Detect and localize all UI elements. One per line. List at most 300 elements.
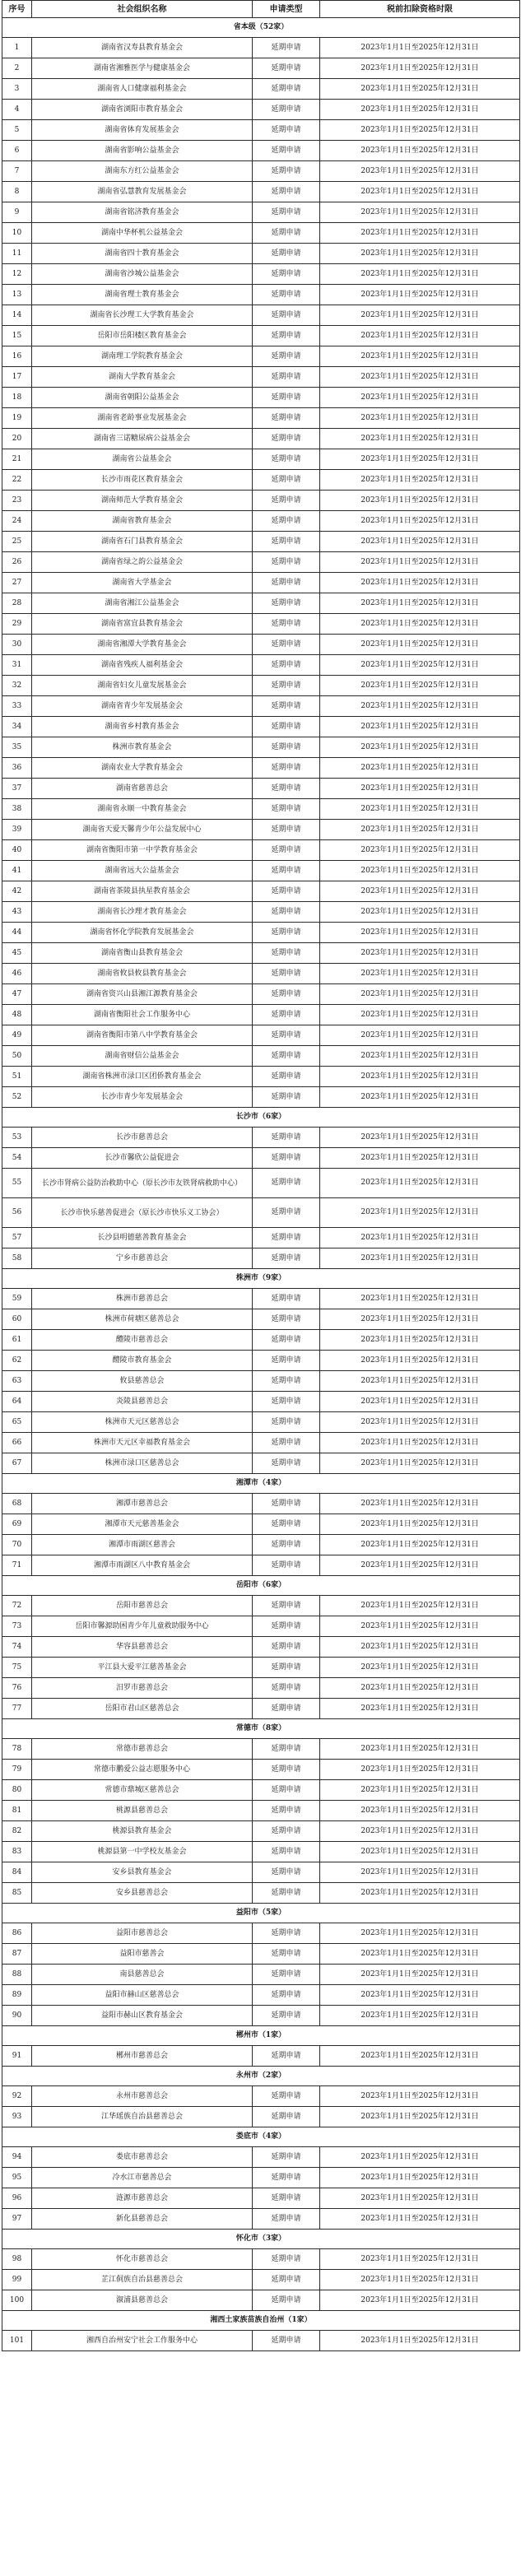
section-row: [2, 1904, 520, 1923]
organization-name: 湖南省财信公益基金会: [32, 1046, 253, 1067]
row-number: 29: [2, 614, 32, 635]
table-row: [2, 388, 520, 408]
row-number: 33: [2, 696, 32, 717]
organization-name: 湖南省青少年发展基金会: [32, 696, 253, 717]
organization-name: 湖南省永顺一中教育基金会: [32, 799, 253, 820]
deduction-period: 2023年1月1日至2025年12月31日: [320, 141, 520, 161]
deduction-period: 2023年1月1日至2025年12月31日: [320, 840, 520, 861]
row-number: 74: [2, 1637, 32, 1658]
organization-name: 湖南省妇女儿童发展基金会: [32, 676, 253, 696]
row-number: 68: [2, 1494, 32, 1514]
organization-name: 常德市慈善总会: [32, 1739, 253, 1760]
deduction-period: 2023年1月1日至2025年12月31日: [320, 1248, 520, 1269]
section-row: [2, 1269, 520, 1289]
application-type: 延期申请: [253, 1596, 320, 1616]
organization-name: 湖南省慈善总会: [32, 779, 253, 799]
organization-name: 涟源市慈善总会: [32, 2188, 253, 2209]
table-row: [2, 1169, 520, 1198]
table-row: [2, 676, 520, 696]
row-number: 78: [2, 1739, 32, 1760]
table-row: [2, 1985, 520, 2006]
table-row: [2, 182, 520, 202]
organization-name: 桃源县教育基金会: [32, 1821, 253, 1842]
organization-name: 芷江侗族自治县慈善总会: [32, 2270, 253, 2290]
application-type: 延期申请: [253, 1699, 320, 1719]
organization-name: 攸县慈善总会: [32, 1371, 253, 1392]
table-row: [2, 244, 520, 264]
application-type: 延期申请: [253, 1883, 320, 1904]
organization-name: 湘潭市慈善总会: [32, 1494, 253, 1514]
application-type: 延期申请: [253, 840, 320, 861]
table-row: [2, 1453, 520, 1474]
application-type: 延期申请: [253, 1289, 320, 1309]
table-row: [2, 1248, 520, 1269]
deduction-period: 2023年1月1日至2025年12月31日: [320, 1883, 520, 1904]
deduction-period: 2023年1月1日至2025年12月31日: [320, 202, 520, 223]
organization-name: 长沙市肾病公益防治救助中心（原长沙市友铁肾病救助中心）: [32, 1169, 253, 1198]
deduction-period: 2023年1月1日至2025年12月31日: [320, 1494, 520, 1514]
row-number: 40: [2, 840, 32, 861]
deduction-period: 2023年1月1日至2025年12月31日: [320, 305, 520, 326]
row-number: 98: [2, 2249, 32, 2270]
deduction-period: 2023年1月1日至2025年12月31日: [320, 326, 520, 346]
section-row: [2, 1719, 520, 1739]
deduction-period: 2023年1月1日至2025年12月31日: [320, 943, 520, 964]
section-title: 岳阳市（6家）: [2, 1576, 520, 1596]
row-number: 59: [2, 1289, 32, 1309]
application-type: 延期申请: [253, 1351, 320, 1371]
row-number: 50: [2, 1046, 32, 1067]
deduction-period: 2023年1月1日至2025年12月31日: [320, 1169, 520, 1198]
deduction-period: 2023年1月1日至2025年12月31日: [320, 1453, 520, 1474]
row-number: 51: [2, 1067, 32, 1087]
application-type: 延期申请: [253, 2331, 320, 2351]
table-row: [2, 141, 520, 161]
row-number: 1: [2, 38, 32, 58]
row-number: 100: [2, 2290, 32, 2311]
application-type: 延期申请: [253, 902, 320, 923]
organization-name: 长沙县明德慈善教育基金会: [32, 1228, 253, 1248]
application-type: 延期申请: [253, 635, 320, 655]
row-number: 72: [2, 1596, 32, 1616]
table-row: [2, 2107, 520, 2127]
organization-name: 湖南省资兴山县湘江源教育基金会: [32, 984, 253, 1005]
row-number: 71: [2, 1555, 32, 1576]
row-number: 88: [2, 1965, 32, 1985]
application-type: 延期申请: [253, 1198, 320, 1228]
application-type: 延期申请: [253, 655, 320, 676]
application-type: 延期申请: [253, 1046, 320, 1067]
organization-name: 湖南省朝阳公益基金会: [32, 388, 253, 408]
deduction-period: 2023年1月1日至2025年12月31日: [320, 1412, 520, 1433]
section-row: [2, 2230, 520, 2249]
row-number: 38: [2, 799, 32, 820]
organization-name: 桃源县第一中学校友基金会: [32, 1842, 253, 1862]
application-type: 延期申请: [253, 1412, 320, 1433]
organization-name: 株洲市天元区慈善总会: [32, 1412, 253, 1433]
organization-name: 湘西自治州安宁社会工作服务中心: [32, 2331, 253, 2351]
organization-name: 湖南省公益基金会: [32, 449, 253, 470]
application-type: 延期申请: [253, 1555, 320, 1576]
table-row: [2, 2168, 520, 2188]
organization-name: 安乡县慈善总会: [32, 1883, 253, 1904]
table-row: [2, 1046, 520, 1067]
application-type: 延期申请: [253, 408, 320, 429]
organization-name: 湖南省富宜县教育基金会: [32, 614, 253, 635]
row-number: 43: [2, 902, 32, 923]
application-type: 延期申请: [253, 1616, 320, 1637]
organization-name: 湖南省浏阳市教育基金会: [32, 100, 253, 120]
row-number: 42: [2, 881, 32, 902]
application-type: 延期申请: [253, 79, 320, 100]
organization-name: 安乡县教育基金会: [32, 1862, 253, 1883]
deduction-period: 2023年1月1日至2025年12月31日: [320, 429, 520, 449]
deduction-period: 2023年1月1日至2025年12月31日: [320, 737, 520, 758]
table-row: [2, 491, 520, 511]
application-type: 延期申请: [253, 285, 320, 305]
row-number: 44: [2, 923, 32, 943]
deduction-period: 2023年1月1日至2025年12月31日: [320, 1923, 520, 1944]
deduction-period: 2023年1月1日至2025年12月31日: [320, 2209, 520, 2230]
application-type: 延期申请: [253, 264, 320, 285]
table-row: [2, 326, 520, 346]
row-number: 36: [2, 758, 32, 779]
deduction-period: 2023年1月1日至2025年12月31日: [320, 1309, 520, 1330]
application-type: 延期申请: [253, 861, 320, 881]
organization-name: 长沙市快乐慈善促进会（原长沙市快乐义工协会）: [32, 1198, 253, 1228]
application-type: 延期申请: [253, 2147, 320, 2168]
row-number: 16: [2, 346, 32, 367]
table-row: [2, 100, 520, 120]
deduction-period: 2023年1月1日至2025年12月31日: [320, 2188, 520, 2209]
table-row: [2, 2046, 520, 2067]
row-number: 15: [2, 326, 32, 346]
table-row: [2, 1289, 520, 1309]
table-row: [2, 2209, 520, 2230]
deduction-period: 2023年1月1日至2025年12月31日: [320, 1535, 520, 1555]
deduction-period: 2023年1月1日至2025年12月31日: [320, 2331, 520, 2351]
table-row: [2, 285, 520, 305]
section-title: 长沙市（6家）: [2, 1108, 520, 1128]
row-number: 94: [2, 2147, 32, 2168]
table-row: [2, 1351, 520, 1371]
table-row: [2, 38, 520, 58]
table-row: [2, 1944, 520, 1965]
table-row: [2, 1128, 520, 1148]
application-type: 延期申请: [253, 1148, 320, 1169]
organization-name: 益阳市赫山区慈善总会: [32, 1985, 253, 2006]
row-number: 11: [2, 244, 32, 264]
deduction-period: 2023年1月1日至2025年12月31日: [320, 1801, 520, 1821]
table-row: [2, 820, 520, 840]
application-type: 延期申请: [253, 1658, 320, 1678]
row-number: 39: [2, 820, 32, 840]
organization-name: 湖南省茶陵县执星教育基金会: [32, 881, 253, 902]
row-number: 21: [2, 449, 32, 470]
application-type: 延期申请: [253, 1005, 320, 1025]
table-row: [2, 779, 520, 799]
application-type: 延期申请: [253, 449, 320, 470]
row-number: 56: [2, 1198, 32, 1228]
deduction-period: 2023年1月1日至2025年12月31日: [320, 120, 520, 141]
organization-name: 怀化市慈善总会: [32, 2249, 253, 2270]
application-type: 延期申请: [253, 305, 320, 326]
row-number: 80: [2, 1780, 32, 1801]
organization-name: 岳阳市君山区慈善总会: [32, 1699, 253, 1719]
application-type: 延期申请: [253, 573, 320, 593]
row-number: 91: [2, 2046, 32, 2067]
row-number: 9: [2, 202, 32, 223]
table-row: [2, 1596, 520, 1616]
row-number: 86: [2, 1923, 32, 1944]
row-number: 96: [2, 2188, 32, 2209]
row-number: 79: [2, 1760, 32, 1780]
row-number: 58: [2, 1248, 32, 1269]
organization-name: 益阳市慈善会: [32, 1944, 253, 1965]
row-number: 7: [2, 161, 32, 182]
table-row: [2, 923, 520, 943]
organization-name: 株洲市教育基金会: [32, 737, 253, 758]
deduction-period: 2023年1月1日至2025年12月31日: [320, 2147, 520, 2168]
row-number: 13: [2, 285, 32, 305]
table-row: [2, 943, 520, 964]
application-type: 延期申请: [253, 58, 320, 79]
deduction-period: 2023年1月1日至2025年12月31日: [320, 1596, 520, 1616]
deduction-period: 2023年1月1日至2025年12月31日: [320, 161, 520, 182]
deduction-period: 2023年1月1日至2025年12月31日: [320, 2168, 520, 2188]
table-row: [2, 2006, 520, 2026]
table-body: [2, 18, 520, 2351]
application-type: 延期申请: [253, 923, 320, 943]
organization-name: 湖南省长沙理才教育基金会: [32, 902, 253, 923]
organization-name: 湖南省大学基金会: [32, 573, 253, 593]
application-type: 延期申请: [253, 1169, 320, 1198]
organization-name: 湖南理工学院教育基金会: [32, 346, 253, 367]
application-type: 延期申请: [253, 552, 320, 573]
table-row: [2, 1699, 520, 1719]
section-title: 株洲市（9家）: [2, 1269, 520, 1289]
header-name: 社会组织名称: [32, 1, 253, 18]
deduction-period: 2023年1月1日至2025年12月31日: [320, 491, 520, 511]
organization-name: 江华瑶族自治县慈善总会: [32, 2107, 253, 2127]
organization-name: 湖南省乡村教育基金会: [32, 717, 253, 737]
row-number: 22: [2, 470, 32, 491]
application-type: 延期申请: [253, 2290, 320, 2311]
organization-name: 湖南东方红公益基金会: [32, 161, 253, 182]
organization-name: 汨罗市慈善总会: [32, 1678, 253, 1699]
table-row: [2, 367, 520, 388]
row-number: 97: [2, 2209, 32, 2230]
deduction-period: 2023年1月1日至2025年12月31日: [320, 1128, 520, 1148]
table-row: [2, 1801, 520, 1821]
organization-name: 湖南省汉寿县教育基金会: [32, 38, 253, 58]
row-number: 8: [2, 182, 32, 202]
deduction-period: 2023年1月1日至2025年12月31日: [320, 346, 520, 367]
deduction-period: 2023年1月1日至2025年12月31日: [320, 923, 520, 943]
application-type: 延期申请: [253, 1248, 320, 1269]
organization-name: 岳阳市慈善总会: [32, 1596, 253, 1616]
row-number: 60: [2, 1309, 32, 1330]
row-number: 54: [2, 1148, 32, 1169]
deduction-period: 2023年1月1日至2025年12月31日: [320, 1678, 520, 1699]
deduction-period: 2023年1月1日至2025年12月31日: [320, 1351, 520, 1371]
organization-name: 岳阳市岳阳楼区教育基金会: [32, 326, 253, 346]
section-row: [2, 2127, 520, 2147]
table-row: [2, 449, 520, 470]
organization-name: 湖南省残疾人福利基金会: [32, 655, 253, 676]
deduction-period: 2023年1月1日至2025年12月31日: [320, 449, 520, 470]
row-number: 93: [2, 2107, 32, 2127]
organization-name: 株洲市渌口区慈善总会: [32, 1453, 253, 1474]
section-row: [2, 2067, 520, 2086]
table-row: [2, 984, 520, 1005]
deduction-period: 2023年1月1日至2025年12月31日: [320, 223, 520, 244]
table-row: [2, 1965, 520, 1985]
deduction-period: 2023年1月1日至2025年12月31日: [320, 1330, 520, 1351]
deduction-period: 2023年1月1日至2025年12月31日: [320, 470, 520, 491]
deduction-period: 2023年1月1日至2025年12月31日: [320, 1046, 520, 1067]
deduction-period: 2023年1月1日至2025年12月31日: [320, 593, 520, 614]
deduction-period: 2023年1月1日至2025年12月31日: [320, 964, 520, 984]
application-type: 延期申请: [253, 614, 320, 635]
table-row: [2, 902, 520, 923]
row-number: 63: [2, 1371, 32, 1392]
row-number: 66: [2, 1433, 32, 1453]
organization-name: 醴陵市教育基金会: [32, 1351, 253, 1371]
application-type: 延期申请: [253, 38, 320, 58]
row-number: 95: [2, 2168, 32, 2188]
deduction-period: 2023年1月1日至2025年12月31日: [320, 1862, 520, 1883]
application-type: 延期申请: [253, 1128, 320, 1148]
organization-name: 常德市鼎城区慈善总会: [32, 1780, 253, 1801]
organization-name: 湖南省湘潭大学教育基金会: [32, 635, 253, 655]
organization-name: 湖南省湘江公益基金会: [32, 593, 253, 614]
table-row: [2, 532, 520, 552]
deduction-period: 2023年1月1日至2025年12月31日: [320, 614, 520, 635]
row-number: 77: [2, 1699, 32, 1719]
row-number: 14: [2, 305, 32, 326]
application-type: 延期申请: [253, 1739, 320, 1760]
deduction-period: 2023年1月1日至2025年12月31日: [320, 1658, 520, 1678]
deduction-period: 2023年1月1日至2025年12月31日: [320, 1985, 520, 2006]
table-row: [2, 1330, 520, 1351]
application-type: 延期申请: [253, 367, 320, 388]
table-row: [2, 717, 520, 737]
application-type: 延期申请: [253, 881, 320, 902]
organization-name: 湖南省攸县攸县教育基金会: [32, 964, 253, 984]
table-row: [2, 1494, 520, 1514]
application-type: 延期申请: [253, 2188, 320, 2209]
application-type: 延期申请: [253, 1453, 320, 1474]
organization-name: 新化县慈善总会: [32, 2209, 253, 2230]
row-number: 65: [2, 1412, 32, 1433]
deduction-period: 2023年1月1日至2025年12月31日: [320, 1148, 520, 1169]
organization-name: 湖南省衡阳社会工作服务中心: [32, 1005, 253, 1025]
application-type: 延期申请: [253, 1821, 320, 1842]
organization-name: 长沙市慈善总会: [32, 1128, 253, 1148]
table-row: [2, 861, 520, 881]
deduction-period: 2023年1月1日至2025年12月31日: [320, 1739, 520, 1760]
table-row: [2, 161, 520, 182]
table-row: [2, 635, 520, 655]
row-number: 101: [2, 2331, 32, 2351]
organization-name: 湘潭市雨湖区八中教育基金会: [32, 1555, 253, 1576]
row-number: 6: [2, 141, 32, 161]
table-row: [2, 1228, 520, 1248]
deduction-period: 2023年1月1日至2025年12月31日: [320, 758, 520, 779]
table-row: [2, 964, 520, 984]
deduction-period: 2023年1月1日至2025年12月31日: [320, 779, 520, 799]
row-number: 41: [2, 861, 32, 881]
deduction-period: 2023年1月1日至2025年12月31日: [320, 1760, 520, 1780]
organization-name: 炎陵县慈善总会: [32, 1392, 253, 1412]
table-row: [2, 79, 520, 100]
application-type: 延期申请: [253, 470, 320, 491]
table-row: [2, 1535, 520, 1555]
deduction-period: 2023年1月1日至2025年12月31日: [320, 2270, 520, 2290]
deduction-period: 2023年1月1日至2025年12月31日: [320, 58, 520, 79]
application-type: 延期申请: [253, 182, 320, 202]
application-type: 延期申请: [253, 1780, 320, 1801]
section-title: 娄底市（4家）: [2, 2127, 520, 2147]
organization-name: 湖南省人口健康福利基金会: [32, 79, 253, 100]
row-number: 67: [2, 1453, 32, 1474]
deduction-period: 2023年1月1日至2025年12月31日: [320, 1087, 520, 1108]
organization-name: 湖南省弘慧教育发展基金会: [32, 182, 253, 202]
organization-name: 郴州市慈善总会: [32, 2046, 253, 2067]
application-type: 延期申请: [253, 202, 320, 223]
deduction-period: 2023年1月1日至2025年12月31日: [320, 881, 520, 902]
application-type: 延期申请: [253, 1923, 320, 1944]
organization-name: 桃源县慈善总会: [32, 1801, 253, 1821]
deduction-period: 2023年1月1日至2025年12月31日: [320, 38, 520, 58]
row-number: 4: [2, 100, 32, 120]
row-number: 10: [2, 223, 32, 244]
row-number: 90: [2, 2006, 32, 2026]
deduction-period: 2023年1月1日至2025年12月31日: [320, 573, 520, 593]
application-type: 延期申请: [253, 676, 320, 696]
table-row: [2, 2270, 520, 2290]
row-number: 20: [2, 429, 32, 449]
row-number: 24: [2, 511, 32, 532]
deduction-period: 2023年1月1日至2025年12月31日: [320, 1198, 520, 1228]
application-type: 延期申请: [253, 1801, 320, 1821]
row-number: 89: [2, 1985, 32, 2006]
organization-name: 湖南大学教育基金会: [32, 367, 253, 388]
application-type: 延期申请: [253, 100, 320, 120]
application-type: 延期申请: [253, 1965, 320, 1985]
row-number: 52: [2, 1087, 32, 1108]
table-row: [2, 737, 520, 758]
row-number: 62: [2, 1351, 32, 1371]
row-number: 23: [2, 491, 32, 511]
organization-name: 湖南省衡山县教育基金会: [32, 943, 253, 964]
deduction-period: 2023年1月1日至2025年12月31日: [320, 2086, 520, 2107]
deduction-period: 2023年1月1日至2025年12月31日: [320, 1289, 520, 1309]
application-type: 延期申请: [253, 2046, 320, 2067]
application-type: 延期申请: [253, 1025, 320, 1046]
table-row: [2, 552, 520, 573]
row-number: 35: [2, 737, 32, 758]
row-number: 12: [2, 264, 32, 285]
row-number: 69: [2, 1514, 32, 1535]
application-type: 延期申请: [253, 799, 320, 820]
application-type: 延期申请: [253, 1842, 320, 1862]
row-number: 30: [2, 635, 32, 655]
row-number: 64: [2, 1392, 32, 1412]
section-title: 湘西土家族苗族自治州（1家）: [2, 2311, 520, 2331]
row-number: 19: [2, 408, 32, 429]
